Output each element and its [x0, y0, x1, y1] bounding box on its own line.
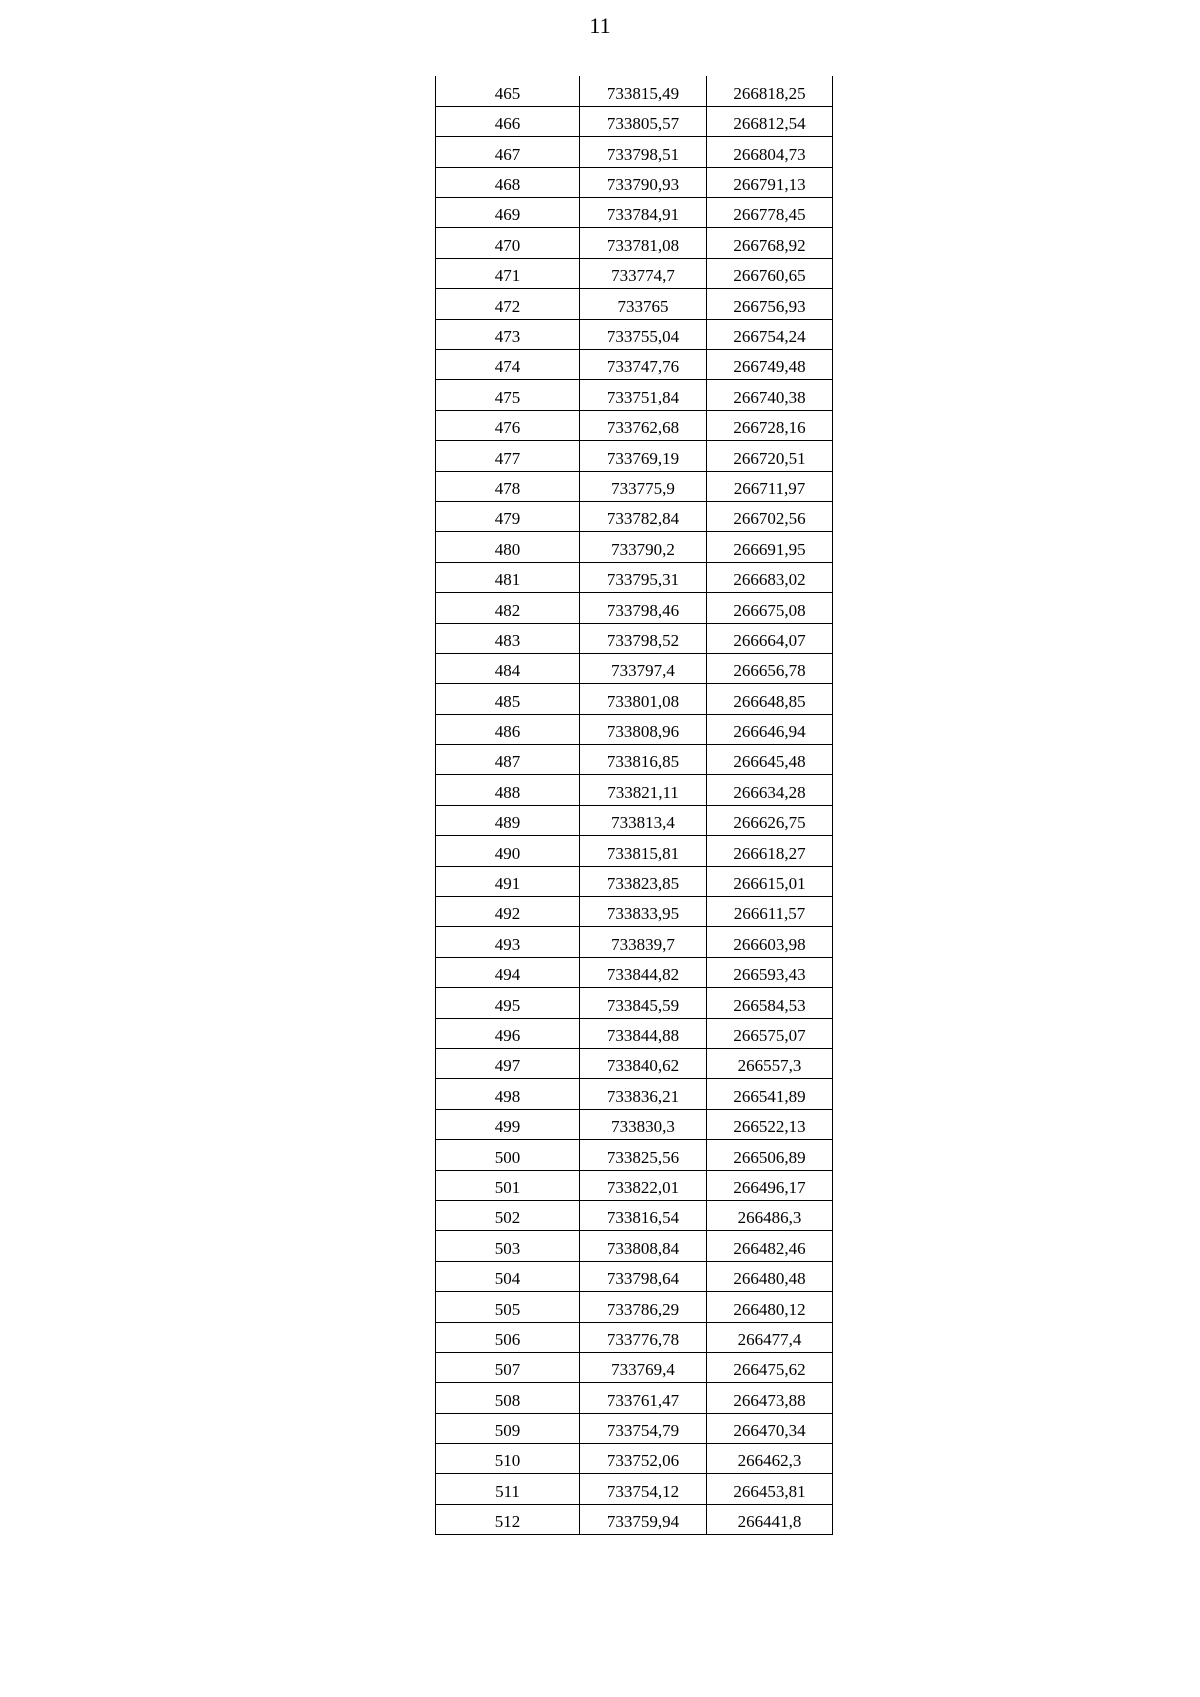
point-number-cell: 509 — [436, 1413, 580, 1443]
y-coordinate-cell: 266646,94 — [707, 714, 833, 744]
x-coordinate-cell: 733833,95 — [580, 897, 707, 927]
table-row — [436, 1474, 833, 1504]
y-coordinate-cell: 266584,53 — [707, 988, 833, 1018]
table-row — [436, 1140, 833, 1170]
y-coordinate-cell: 266728,16 — [707, 410, 833, 440]
table-row — [436, 1322, 833, 1352]
point-number-cell: 474 — [436, 350, 580, 380]
point-number-cell: 466 — [436, 106, 580, 136]
table-row — [436, 1109, 833, 1139]
y-coordinate-cell: 266664,07 — [707, 623, 833, 653]
table-row — [436, 106, 833, 136]
y-coordinate-cell: 266462,3 — [707, 1444, 833, 1474]
y-coordinate-cell: 266473,88 — [707, 1383, 833, 1413]
y-coordinate-cell: 266804,73 — [707, 137, 833, 167]
table-row — [436, 593, 833, 623]
x-coordinate-cell: 733786,29 — [580, 1292, 707, 1322]
y-coordinate-cell: 266645,48 — [707, 745, 833, 775]
y-coordinate-cell: 266756,93 — [707, 289, 833, 319]
table-row — [436, 228, 833, 258]
x-coordinate-cell: 733845,59 — [580, 988, 707, 1018]
y-coordinate-cell: 266475,62 — [707, 1352, 833, 1382]
y-coordinate-cell: 266541,89 — [707, 1079, 833, 1109]
x-coordinate-cell: 733784,91 — [580, 198, 707, 228]
table-row — [436, 745, 833, 775]
x-coordinate-cell: 733754,12 — [580, 1474, 707, 1504]
y-coordinate-cell: 266648,85 — [707, 684, 833, 714]
y-coordinate-cell: 266480,12 — [707, 1292, 833, 1322]
point-number-cell: 470 — [436, 228, 580, 258]
point-number-cell: 490 — [436, 836, 580, 866]
point-number-cell: 487 — [436, 745, 580, 775]
coordinates-table-body — [436, 76, 833, 1535]
x-coordinate-cell: 733805,57 — [580, 106, 707, 136]
point-number-cell: 498 — [436, 1079, 580, 1109]
page-number: 11 — [589, 13, 611, 38]
point-number-cell: 484 — [436, 653, 580, 683]
table-row — [436, 1049, 833, 1079]
point-number-cell: 469 — [436, 198, 580, 228]
point-number-cell: 475 — [436, 380, 580, 410]
point-number-cell: 479 — [436, 501, 580, 531]
x-coordinate-cell: 733769,19 — [580, 441, 707, 471]
y-coordinate-cell: 266691,95 — [707, 532, 833, 562]
table-row — [436, 1231, 833, 1261]
table-row — [436, 684, 833, 714]
table-row — [436, 1444, 833, 1474]
x-coordinate-cell: 733815,49 — [580, 76, 707, 106]
y-coordinate-cell: 266626,75 — [707, 805, 833, 835]
point-number-cell: 467 — [436, 137, 580, 167]
point-number-cell: 480 — [436, 532, 580, 562]
x-coordinate-cell: 733776,78 — [580, 1322, 707, 1352]
table-row — [436, 137, 833, 167]
y-coordinate-cell: 266441,8 — [707, 1504, 833, 1534]
table-row — [436, 927, 833, 957]
table-row — [436, 562, 833, 592]
point-number-cell: 512 — [436, 1504, 580, 1534]
x-coordinate-cell: 733755,04 — [580, 319, 707, 349]
x-coordinate-cell: 733762,68 — [580, 410, 707, 440]
y-coordinate-cell: 266575,07 — [707, 1018, 833, 1048]
point-number-cell: 473 — [436, 319, 580, 349]
x-coordinate-cell: 733823,85 — [580, 866, 707, 896]
x-coordinate-cell: 733769,4 — [580, 1352, 707, 1382]
table-row — [436, 350, 833, 380]
x-coordinate-cell: 733765 — [580, 289, 707, 319]
x-coordinate-cell: 733830,3 — [580, 1109, 707, 1139]
table-row — [436, 1170, 833, 1200]
point-number-cell: 496 — [436, 1018, 580, 1048]
y-coordinate-cell: 266477,4 — [707, 1322, 833, 1352]
x-coordinate-cell: 733844,88 — [580, 1018, 707, 1048]
x-coordinate-cell: 733754,79 — [580, 1413, 707, 1443]
y-coordinate-cell: 266603,98 — [707, 927, 833, 957]
x-coordinate-cell: 733808,96 — [580, 714, 707, 744]
point-number-cell: 472 — [436, 289, 580, 319]
point-number-cell: 486 — [436, 714, 580, 744]
point-number-cell: 471 — [436, 258, 580, 288]
table-row — [436, 501, 833, 531]
point-number-cell: 494 — [436, 957, 580, 987]
point-number-cell: 506 — [436, 1322, 580, 1352]
x-coordinate-cell: 733798,46 — [580, 593, 707, 623]
y-coordinate-cell: 266506,89 — [707, 1140, 833, 1170]
y-coordinate-cell: 266634,28 — [707, 775, 833, 805]
x-coordinate-cell: 733825,56 — [580, 1140, 707, 1170]
table-row — [436, 76, 833, 106]
table-row — [436, 410, 833, 440]
y-coordinate-cell: 266812,54 — [707, 106, 833, 136]
y-coordinate-cell: 266496,17 — [707, 1170, 833, 1200]
y-coordinate-cell: 266522,13 — [707, 1109, 833, 1139]
table-row — [436, 1200, 833, 1230]
y-coordinate-cell: 266593,43 — [707, 957, 833, 987]
y-coordinate-cell: 266768,92 — [707, 228, 833, 258]
point-number-cell: 505 — [436, 1292, 580, 1322]
x-coordinate-cell: 733790,2 — [580, 532, 707, 562]
x-coordinate-cell: 733775,9 — [580, 471, 707, 501]
table-row — [436, 1352, 833, 1382]
x-coordinate-cell: 733774,7 — [580, 258, 707, 288]
x-coordinate-cell: 733840,62 — [580, 1049, 707, 1079]
point-number-cell: 508 — [436, 1383, 580, 1413]
x-coordinate-cell: 733815,81 — [580, 836, 707, 866]
x-coordinate-cell: 733798,51 — [580, 137, 707, 167]
point-number-cell: 493 — [436, 927, 580, 957]
table-row — [436, 198, 833, 228]
point-number-cell: 511 — [436, 1474, 580, 1504]
y-coordinate-cell: 266480,48 — [707, 1261, 833, 1291]
point-number-cell: 495 — [436, 988, 580, 1018]
x-coordinate-cell: 733839,7 — [580, 927, 707, 957]
point-number-cell: 499 — [436, 1109, 580, 1139]
x-coordinate-cell: 733790,93 — [580, 167, 707, 197]
x-coordinate-cell: 733816,85 — [580, 745, 707, 775]
y-coordinate-cell: 266453,81 — [707, 1474, 833, 1504]
x-coordinate-cell: 733747,76 — [580, 350, 707, 380]
table-row — [436, 714, 833, 744]
y-coordinate-cell: 266711,97 — [707, 471, 833, 501]
y-coordinate-cell: 266791,13 — [707, 167, 833, 197]
point-number-cell: 476 — [436, 410, 580, 440]
point-number-cell: 502 — [436, 1200, 580, 1230]
table-row — [436, 836, 833, 866]
x-coordinate-cell: 733761,47 — [580, 1383, 707, 1413]
y-coordinate-cell: 266760,65 — [707, 258, 833, 288]
x-coordinate-cell: 733795,31 — [580, 562, 707, 592]
table-row — [436, 653, 833, 683]
table-row — [436, 1413, 833, 1443]
x-coordinate-cell: 733844,82 — [580, 957, 707, 987]
table-row — [436, 167, 833, 197]
x-coordinate-cell: 733781,08 — [580, 228, 707, 258]
point-number-cell: 485 — [436, 684, 580, 714]
table-row — [436, 1504, 833, 1534]
y-coordinate-cell: 266482,46 — [707, 1231, 833, 1261]
x-coordinate-cell: 733798,64 — [580, 1261, 707, 1291]
y-coordinate-cell: 266615,01 — [707, 866, 833, 896]
x-coordinate-cell: 733797,4 — [580, 653, 707, 683]
y-coordinate-cell: 266754,24 — [707, 319, 833, 349]
coordinates-table — [435, 76, 833, 1535]
table-row — [436, 258, 833, 288]
table-row — [436, 441, 833, 471]
point-number-cell: 483 — [436, 623, 580, 653]
table-row — [436, 289, 833, 319]
table-row — [436, 1018, 833, 1048]
point-number-cell: 482 — [436, 593, 580, 623]
y-coordinate-cell: 266618,27 — [707, 836, 833, 866]
y-coordinate-cell: 266740,38 — [707, 380, 833, 410]
x-coordinate-cell: 733751,84 — [580, 380, 707, 410]
table-row — [436, 866, 833, 896]
table-row — [436, 1079, 833, 1109]
y-coordinate-cell: 266557,3 — [707, 1049, 833, 1079]
point-number-cell: 468 — [436, 167, 580, 197]
y-coordinate-cell: 266683,02 — [707, 562, 833, 592]
table-row — [436, 957, 833, 987]
y-coordinate-cell: 266720,51 — [707, 441, 833, 471]
point-number-cell: 491 — [436, 866, 580, 896]
y-coordinate-cell: 266749,48 — [707, 350, 833, 380]
table-row — [436, 805, 833, 835]
point-number-cell: 465 — [436, 76, 580, 106]
table-row — [436, 1261, 833, 1291]
table-row — [436, 775, 833, 805]
x-coordinate-cell: 733801,08 — [580, 684, 707, 714]
table-row — [436, 1383, 833, 1413]
x-coordinate-cell: 733759,94 — [580, 1504, 707, 1534]
point-number-cell: 481 — [436, 562, 580, 592]
table-row — [436, 471, 833, 501]
x-coordinate-cell: 733816,54 — [580, 1200, 707, 1230]
table-row — [436, 532, 833, 562]
point-number-cell: 488 — [436, 775, 580, 805]
table-row — [436, 319, 833, 349]
x-coordinate-cell: 733808,84 — [580, 1231, 707, 1261]
y-coordinate-cell: 266818,25 — [707, 76, 833, 106]
point-number-cell: 492 — [436, 897, 580, 927]
x-coordinate-cell: 733782,84 — [580, 501, 707, 531]
y-coordinate-cell: 266778,45 — [707, 198, 833, 228]
x-coordinate-cell: 733822,01 — [580, 1170, 707, 1200]
table-row — [436, 623, 833, 653]
point-number-cell: 497 — [436, 1049, 580, 1079]
point-number-cell: 477 — [436, 441, 580, 471]
table-row — [436, 1292, 833, 1322]
x-coordinate-cell: 733813,4 — [580, 805, 707, 835]
point-number-cell: 501 — [436, 1170, 580, 1200]
table-row — [436, 380, 833, 410]
point-number-cell: 504 — [436, 1261, 580, 1291]
y-coordinate-cell: 266486,3 — [707, 1200, 833, 1230]
point-number-cell: 500 — [436, 1140, 580, 1170]
y-coordinate-cell: 266470,34 — [707, 1413, 833, 1443]
x-coordinate-cell: 733821,11 — [580, 775, 707, 805]
table-row — [436, 897, 833, 927]
point-number-cell: 507 — [436, 1352, 580, 1382]
y-coordinate-cell: 266656,78 — [707, 653, 833, 683]
y-coordinate-cell: 266702,56 — [707, 501, 833, 531]
y-coordinate-cell: 266611,57 — [707, 897, 833, 927]
table-row — [436, 988, 833, 1018]
point-number-cell: 478 — [436, 471, 580, 501]
y-coordinate-cell: 266675,08 — [707, 593, 833, 623]
point-number-cell: 489 — [436, 805, 580, 835]
x-coordinate-cell: 733752,06 — [580, 1444, 707, 1474]
x-coordinate-cell: 733798,52 — [580, 623, 707, 653]
point-number-cell: 510 — [436, 1444, 580, 1474]
x-coordinate-cell: 733836,21 — [580, 1079, 707, 1109]
point-number-cell: 503 — [436, 1231, 580, 1261]
